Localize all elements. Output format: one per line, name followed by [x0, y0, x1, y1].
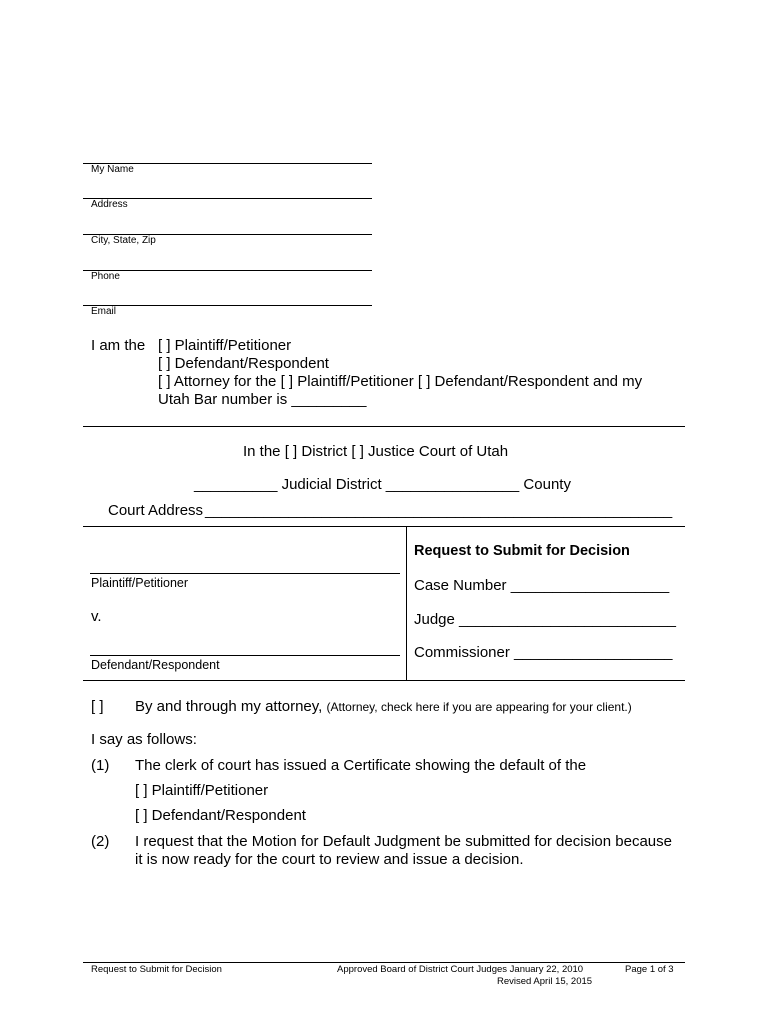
- footer-divider: [83, 962, 685, 963]
- bar-number[interactable]: Utah Bar number is _________: [158, 391, 367, 408]
- plaintiff-line[interactable]: [90, 573, 400, 574]
- plaintiff-label: Plaintiff/Petitioner: [91, 576, 189, 590]
- attorney-statement: [135, 698, 632, 715]
- city-label: City, State, Zip: [91, 235, 156, 246]
- commissioner-field[interactable]: Commissioner ___________________: [414, 644, 673, 661]
- phone-line[interactable]: [83, 270, 372, 271]
- item1-text: The clerk of court has issued a Certificate showing the default of the: [135, 757, 587, 774]
- item2-number: (2): [91, 833, 110, 850]
- phone-label: Phone: [91, 271, 120, 282]
- item1-defendant[interactable]: [ ] Defendant/Respondent: [135, 807, 306, 824]
- role-attorney[interactable]: [ ] Attorney for the [ ] Plaintiff/Petitioner [ ] Defendant/Respondent and my: [158, 373, 643, 390]
- attorney-main: By and through my attorney,: [135, 698, 323, 715]
- role-plaintiff[interactable]: [ ] Plaintiff/Petitioner: [158, 337, 292, 354]
- court-district[interactable]: __________ Judicial District ________________ County: [194, 476, 571, 493]
- attorney-checkbox[interactable]: [ ]: [91, 698, 104, 715]
- email-label: Email: [91, 306, 117, 317]
- court-address-label: Court Address: [108, 502, 204, 519]
- footer-page: Page 1 of 3: [625, 964, 674, 975]
- item2-text-line1: I request that the Motion for Default Judgment be submitted for decision because: [135, 833, 672, 850]
- attorney-note: (Attorney, check here if you are appearing for your client.): [326, 700, 632, 714]
- item2-text-line2: it is now ready for the court to review and issue a decision.: [135, 851, 524, 868]
- item1-number: (1): [91, 757, 110, 774]
- footer-revised: Revised April 15, 2015: [497, 976, 593, 987]
- case-number-field[interactable]: Case Number ___________________: [414, 577, 670, 594]
- divider-top: [83, 426, 685, 427]
- defendant-line[interactable]: [90, 655, 400, 656]
- say-follows: I say as follows:: [91, 731, 197, 748]
- divider-caption-top: [83, 526, 685, 527]
- role-defendant[interactable]: [ ] Defendant/Respondent: [158, 355, 329, 372]
- role-intro: I am the: [91, 337, 146, 354]
- name-label: My Name: [91, 164, 134, 175]
- footer-title: Request to Submit for Decision: [91, 964, 222, 975]
- caption-divider: [406, 526, 407, 680]
- court-type[interactable]: In the [ ] District [ ] Justice Court of Utah: [243, 443, 509, 460]
- defendant-label: Defendant/Respondent: [91, 658, 220, 672]
- document-title: Request to Submit for Decision: [414, 543, 630, 559]
- address-label: Address: [91, 199, 128, 210]
- email-line[interactable]: [83, 305, 372, 306]
- divider-caption-bottom: [83, 680, 685, 681]
- footer-approved: Approved Board of District Court Judges January 22, 2010: [337, 964, 584, 975]
- item1-plaintiff[interactable]: [ ] Plaintiff/Petitioner: [135, 782, 269, 799]
- versus: v.: [91, 608, 102, 625]
- judge-field[interactable]: Judge __________________________: [414, 611, 676, 628]
- court-address-field[interactable]: ________________________________________________________: [205, 502, 673, 519]
